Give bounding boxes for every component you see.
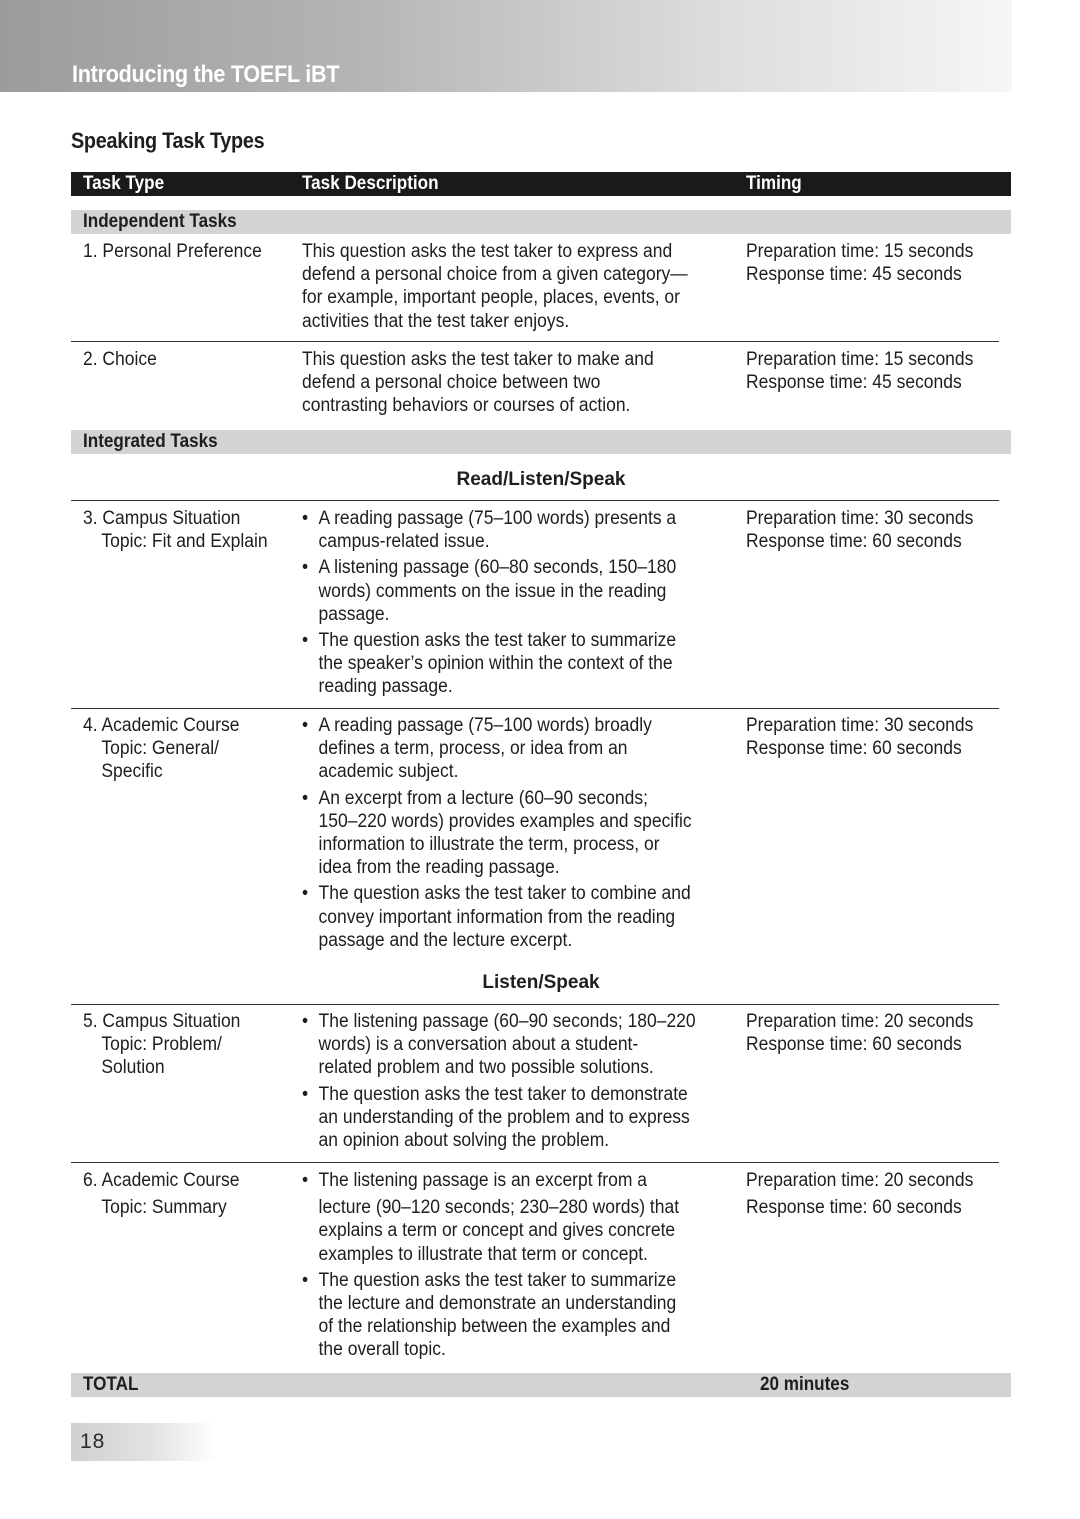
task-timing-2 [746, 348, 973, 394]
bullet-line: • A reading passage (75–100 words) broadly [318, 715, 652, 736]
description-line: defend a personal choice from a given category— [302, 264, 688, 286]
task-type-line: 3. Campus Situation [83, 508, 241, 529]
bullet-line: explains a term or concept and gives concrete [318, 1220, 676, 1242]
preparation-time: Preparation time: 30 seconds [746, 715, 974, 736]
preparation-time: Preparation time: 15 seconds [746, 349, 974, 370]
task-description-4 [302, 714, 692, 952]
bullet-line: • The question asks the test taker to summarize [318, 1269, 677, 1291]
bullet-line: examples to illustrate that term or concept. [318, 1243, 648, 1265]
row-divider [71, 1004, 999, 1005]
description-line: for example, important people, places, events, or [302, 287, 680, 309]
row-divider [71, 500, 999, 501]
response-time: Response time: 45 seconds [746, 372, 962, 394]
total-bar [71, 1373, 1011, 1397]
bullet-line: • An excerpt from a lecture (60–90 seconds; [318, 787, 648, 809]
task-type-6 [83, 1169, 239, 1219]
page-number: 18 [80, 1430, 106, 1453]
bullet-line: 150–220 words) provides examples and specific [318, 810, 692, 832]
bullet-line: the overall topic. [318, 1339, 446, 1361]
description-bullet [302, 787, 692, 880]
task-topic-line: Topic: Fit and Explain [101, 531, 268, 553]
task-description-1 [302, 240, 688, 333]
task-description-3 [302, 507, 676, 699]
description-bullet [302, 1083, 696, 1153]
bullet-line: • The listening passage is an excerpt from a [318, 1170, 647, 1191]
column-header-description: Task Description [302, 173, 439, 194]
subhead-listen-speak: Listen/Speak [482, 972, 600, 993]
total-value: 20 minutes [760, 1374, 850, 1395]
task-timing-1 [746, 240, 973, 286]
row-divider [71, 1162, 999, 1163]
section-heading: Speaking Task Types [71, 128, 265, 153]
description-bullet [302, 1169, 679, 1266]
bullet-line: an understanding of the problem and to express [318, 1106, 690, 1128]
description-bullet [302, 1269, 679, 1362]
bullet-line: passage. [318, 603, 390, 625]
group-bar-integrated [71, 430, 1011, 454]
bullet-line: the speaker’s opinion within the context of the [318, 653, 673, 675]
description-line: defend a personal choice between two [302, 372, 601, 394]
description-line: This question asks the test taker to make and [302, 349, 654, 370]
bullet-line: academic subject. [318, 761, 459, 783]
task-description-2 [302, 348, 654, 418]
bullet-line: related problem and two possible solutions. [318, 1057, 654, 1079]
task-topic-line: Specific [101, 761, 163, 783]
task-topic-line: Solution [101, 1057, 165, 1079]
task-type-5 [83, 1010, 240, 1080]
total-label: TOTAL [83, 1374, 139, 1395]
task-timing-6 [746, 1169, 973, 1219]
bullet-line: defines a term, process, or idea from an [318, 738, 628, 760]
task-topic-line: Topic: General/ [101, 738, 219, 760]
task-type-line: 6. Academic Course [83, 1170, 240, 1191]
bullet-line: information to illustrate the term, process, or [318, 834, 660, 856]
row-divider [71, 708, 999, 709]
bullet-line: passage and the lecture excerpt. [318, 929, 573, 951]
task-description-6 [302, 1169, 679, 1362]
task-timing-4 [746, 714, 973, 760]
bullet-line: lecture (90–120 seconds; 230–280 words) that [318, 1197, 680, 1219]
column-header-bar [71, 172, 1011, 196]
preparation-time: Preparation time: 15 seconds [746, 241, 974, 262]
subhead-read-listen-speak: Read/Listen/Speak [456, 469, 626, 490]
description-bullet [302, 1010, 696, 1080]
description-bullet [302, 882, 692, 952]
bullet-line: reading passage. [318, 676, 453, 698]
description-line: This question asks the test taker to express and [302, 241, 673, 262]
response-time: Response time: 60 seconds [746, 1034, 962, 1056]
task-type-line: 1. Personal Preference [83, 241, 262, 262]
bullet-line: • A listening passage (60–80 seconds, 150–180 [318, 557, 677, 579]
task-type-line: 4. Academic Course [83, 715, 240, 736]
running-title: Introducing the TOEFL iBT [72, 61, 340, 88]
task-type-2 [83, 348, 157, 371]
description-line: activities that the test taker enjoys. [302, 310, 570, 332]
bullet-line: words) comments on the issue in the reading [318, 580, 667, 602]
preparation-time: Preparation time: 20 seconds [746, 1011, 974, 1032]
response-time: Response time: 60 seconds [746, 531, 962, 553]
column-header-timing: Timing [746, 173, 802, 194]
bullet-line: an opinion about solving the problem. [318, 1130, 610, 1152]
group-bar-independent [71, 210, 1011, 234]
task-type-line: 5. Campus Situation [83, 1011, 241, 1032]
bullet-line: of the relationship between the examples and [318, 1316, 671, 1338]
row-divider [71, 341, 999, 342]
bullet-line: campus-related issue. [318, 531, 490, 553]
description-bullet [302, 507, 676, 553]
description-bullet [302, 556, 676, 626]
task-type-4 [83, 714, 239, 784]
bullet-line: convey important information from the reading [318, 906, 676, 928]
description-bullet [302, 629, 676, 699]
description-line: contrasting behaviors or courses of action. [302, 395, 631, 417]
bullet-line: words) is a conversation about a student- [318, 1034, 639, 1056]
task-topic-line: Topic: Summary [101, 1197, 227, 1219]
task-type-3 [83, 507, 268, 553]
task-topic-line: Topic: Problem/ [101, 1034, 222, 1056]
response-time: Response time: 45 seconds [746, 264, 962, 286]
bullet-line: the lecture and demonstrate an understanding [318, 1293, 677, 1315]
bullet-line: • The question asks the test taker to summarize [318, 630, 677, 652]
column-header-type: Task Type [83, 173, 165, 194]
bullet-line: • A reading passage (75–100 words) presents a [318, 508, 677, 529]
bullet-line: idea from the reading passage. [318, 857, 560, 879]
task-timing-5 [746, 1010, 973, 1056]
task-type-line: 2. Choice [83, 349, 157, 370]
bullet-line: • The question asks the test taker to combine and [318, 883, 691, 905]
preparation-time: Preparation time: 20 seconds [746, 1170, 974, 1191]
bullet-line: • The listening passage (60–90 seconds; 180–220 [318, 1011, 696, 1032]
group-label-independent: Independent Tasks [83, 211, 237, 232]
task-timing-3 [746, 507, 973, 553]
bullet-line: • The question asks the test taker to demonstrate [318, 1083, 688, 1105]
description-bullet [302, 714, 692, 784]
response-time: Response time: 60 seconds [746, 738, 962, 760]
group-label-integrated: Integrated Tasks [83, 431, 218, 452]
preparation-time: Preparation time: 30 seconds [746, 508, 974, 529]
response-time: Response time: 60 seconds [746, 1197, 962, 1219]
task-type-1 [83, 240, 262, 263]
task-description-5 [302, 1010, 696, 1152]
